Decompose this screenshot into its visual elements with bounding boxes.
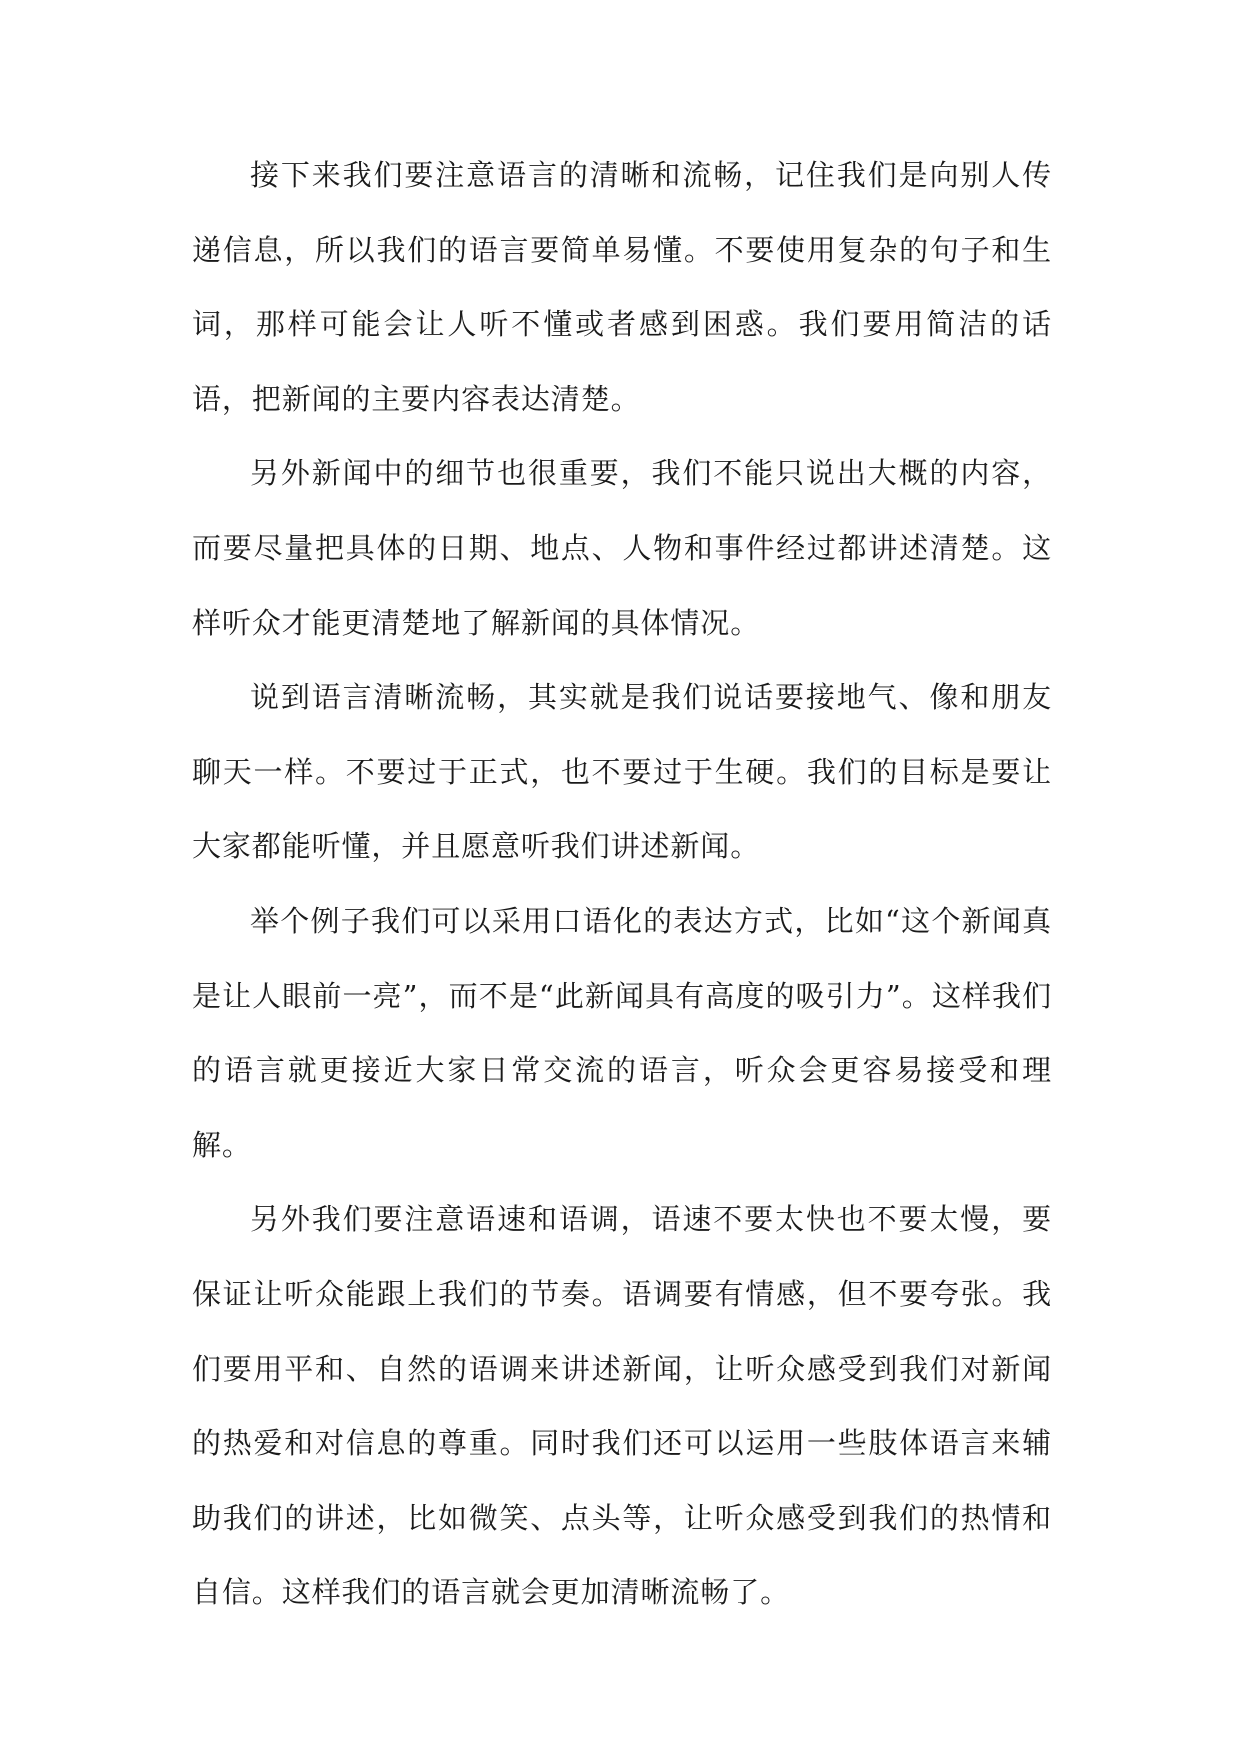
paragraph: 接下来我们要注意语言的清晰和流畅，记住我们是向别人传递信息，所以我们的语言要简单易懂。不要使用复杂的句子和生词，那样可能会让人听不懂或者感到困惑。我们要用简洁的话语，把新闻的主要内容表达清楚。 <box>192 158 1052 416</box>
document-body <box>192 138 1052 1630</box>
paragraph: 另外我们要注意语速和语调，语速不要太快也不要太慢，要保证让听众能跟上我们的节奏。语调要有情感，但不要夸张。我们要用平和、自然的语调来讲述新闻，让听众感受到我们对新闻的热爱和对信息的尊重。同时我们还可以运用一些肢体语言来辅助我们的讲述，比如微笑、点头等，让听众感受到我们的热情和自信。这样我们的语言就会更加清晰流畅了。 <box>192 1202 1052 1610</box>
paragraph: 举个例子我们可以采用口语化的表达方式，比如“这个新闻真是让人眼前一亮”，而不是“此新闻具有高度的吸引力”。这样我们的语言就更接近大家日常交流的语言，听众会更容易接受和理解。 <box>192 903 1052 1162</box>
paragraph: 另外新闻中的细节也很重要，我们不能只说出大概的内容，而要尽量把具体的日期、地点、人物和事件经过都讲述清楚。这样听众才能更清楚地了解新闻的具体情况。 <box>192 456 1052 640</box>
paragraph: 说到语言清晰流畅，其实就是我们说话要接地气、像和朋友聊天一样。不要过于正式，也不要过于生硬。我们的目标是要让大家都能听懂，并且愿意听我们讲述新闻。 <box>192 680 1052 864</box>
